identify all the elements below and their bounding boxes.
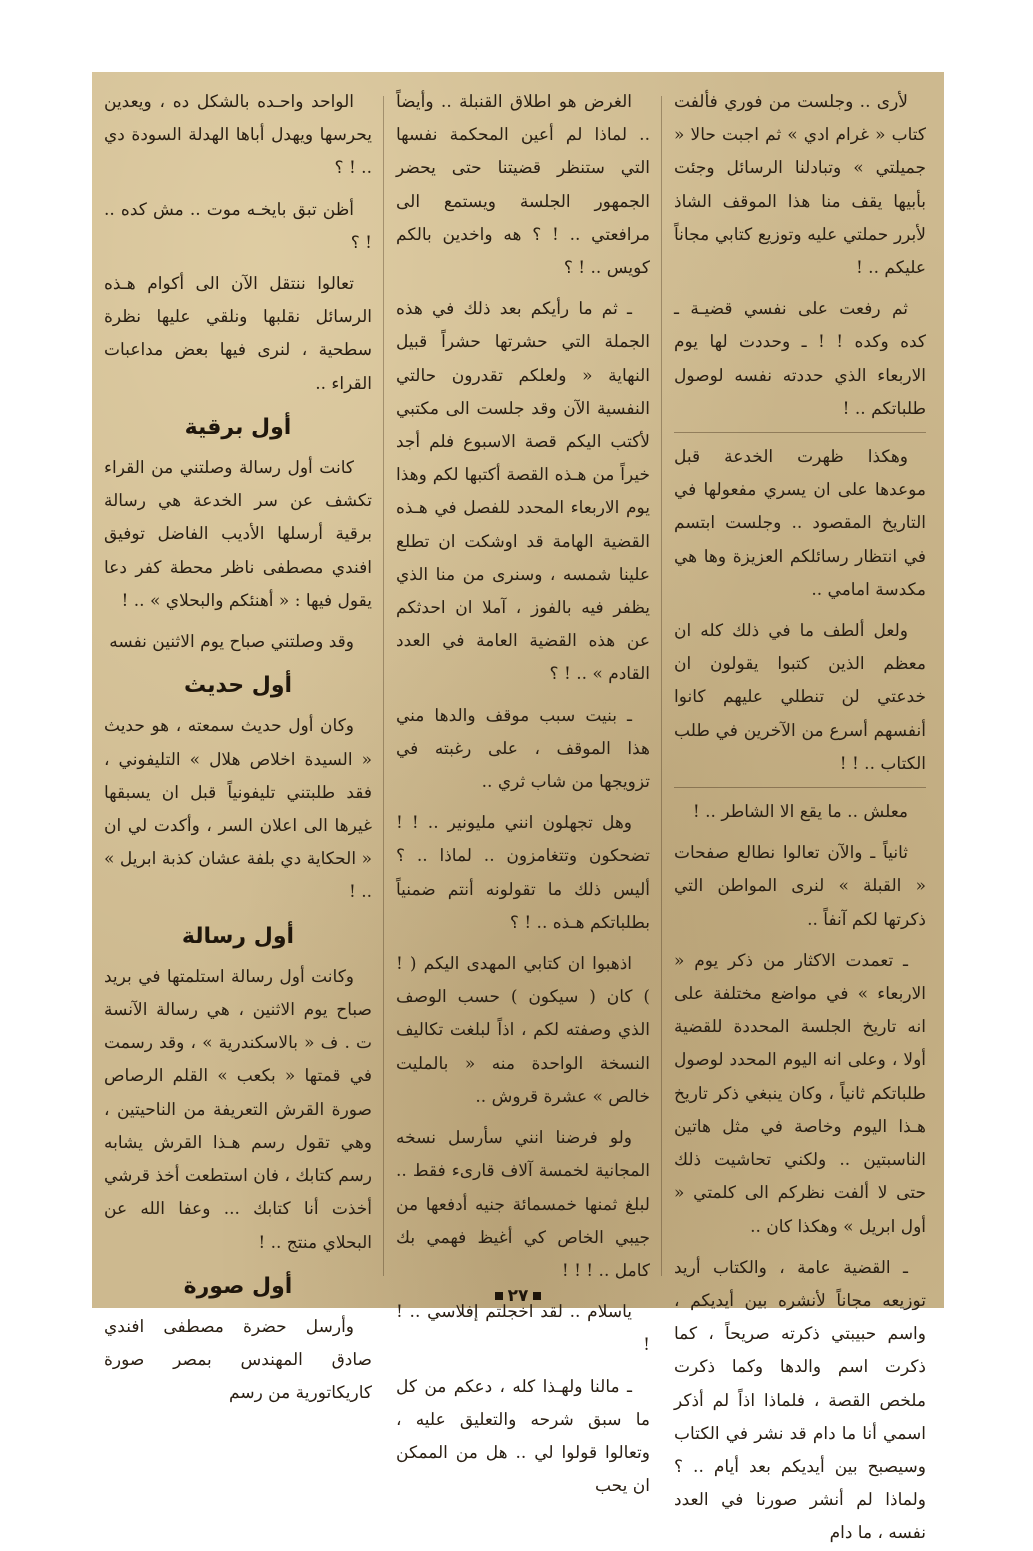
- left-paragraph-3: تعالوا ننتقل الآن الى أكوام هـذه الرسائل نقلبها ونلقي عليها نظرة سطحية ، لنرى فيها بعض مداعبات القراء ..: [104, 274, 372, 394]
- right-paragraph-3: وهكذا ظهرت الخدعة قبل موعدها على ان يسري مفعولها في التاريخ المقصود .. وجلست ابتسم في انتظار رسائلكم العزيزة وها هي مكدسة امامي ..: [674, 447, 926, 600]
- right-column: [674, 86, 926, 1544]
- right-paragraph-6: ثانياً ـ والآن تعالوا نطالع صفحات « القبلة » لنرى المواطن التي ذكرتها لكم آنفاً ..: [674, 843, 926, 930]
- section-heading-first-telegram: أول برقية: [184, 414, 292, 440]
- middle-paragraph-7: ياسلام .. لقد اخجلتم إفلاسي .. ! !: [396, 1302, 650, 1356]
- section-paragraph: وأرسل حضرة مصطفى افندي صادق المهندس بمصر صورة كاريكاتورية من رسم: [104, 1316, 372, 1404]
- section-heading-first-letter: أول رسالة: [181, 923, 295, 949]
- middle-paragraph-8: ـ مالنا ولهـذا كله ، دعكم من كل ما سبق شرحه والتعليق عليه ، وتعالوا قولوا لي .. هل من الممكن ان يحب: [396, 1376, 650, 1497]
- right-paragraph-7: ـ تعمدت الاكثار من ذكر يوم « الاربعاء » في مواضع مختلفة على انه تاريخ الجلسة المحددة للقضية أولا ، وعلى انه اليوم المحدد لوصول طلباتكم ثانياً ، وكان ينبغي ذكر تاريخ هـذا اليوم وخاصة في مثل هاتين الناسبتين .. ولكني تحاشيت ذلك حتى لا ألفت نظركم الى كلمتي « أول ابريل » وهكذا كان ..: [674, 950, 926, 1237]
- right-paragraph-5: معلش .. ما يقع الا الشاطر .. !: [692, 802, 908, 823]
- section-paragraph: كانت أول رسالة وصلتني من القراء تكشف عن سر الخدعة هي رسالة برقية أرسلها الأديب الفاضل توفيق افندي مصطفى ناظر محطة كفر دعا يقول فيها : « أهنئكم والبحلاي » .. !: [104, 458, 372, 611]
- left-paragraph-1: الواحد واحـده بالشكل ده ، ويعدين يحرسها ويهدل أباها الهدلة السودة دي .. ! ؟: [104, 92, 372, 179]
- section-heading-first-call: أول حديث: [183, 673, 293, 699]
- right-paragraph-1: لأرى .. وجلست من فوري فألفت كتاب « غرام ادي » ثم اجبت حالا « جميلتي » وتبادلنا الرسائل وجئت بأبيها يقف منا هذا الموقف الشاذ لأبرر حملتي عليه وتوزيع كتابي مجاناً عليكم .. !: [674, 92, 926, 279]
- middle-paragraph-2: ـ ثم ما رأيكم بعد ذلك في هذه الجملة التي حشرتها حشراً قبيل النهاية « ولعلكم تقدرون حالتي النفسية الآن وقد جلست الى مكتبي لأكتب اليكم قصة الاسبوع فلم أجد خيراً من هـذه القصة أكتبها لكم وهذا يوم الاربعاء المحدد للفصل في هـذه القضية الهامة قد اوشكت ان تطلع علينا شمسه ، وسنرى من منا الذي يظفر فيه بالفوز ، آملا ان احدثكم عن هذه القضية العامة في العدد القادم » .. ! ؟: [396, 299, 650, 685]
- right-paragraph-2: ثم رفعت على نفسي قضيـة ـ كده وكده ! ! ـ وحددت لها يوم الاربعاء الذي حددته نفسه لوصول طلباتكم .. !: [674, 293, 926, 433]
- middle-paragraph-5: اذهبوا ان كتابي المهدى اليكم ( ! ) كان ( سيكون ) حسب الوصف الذي وصفته لكم ، اذاً لبلغت تكاليف النسخة الواحدة منه « بالمليت خالص » عشرة قروش ..: [396, 954, 650, 1107]
- left-column: [104, 86, 372, 1404]
- square-bullet-icon: [495, 1292, 503, 1300]
- column-divider: [383, 96, 384, 1276]
- square-bullet-icon: [533, 1292, 541, 1300]
- middle-paragraph-3: ـ بنيت سبب موقف والدها مني هذا الموقف ، على رغبته في تزويجها من شاب ثري ..: [396, 705, 650, 793]
- section-heading-first-picture: أول صورة: [183, 1273, 293, 1299]
- page-number-text: ٢٧: [507, 1286, 529, 1306]
- middle-paragraph-6: ولو فرضنا انني سأرسل نسخه المجانية لخمسة آلاف قارىء فقط .. لبلغ ثمنها خمسمائة جنيه أدفعها من جيبي الخاص كي أغيظ فهمي بك كامل .. ! ! !: [396, 1128, 650, 1281]
- magazine-page: [92, 72, 944, 1544]
- right-paragraph-8: ـ القضية عامة ، والكتاب أريد توزيعه مجاناً لأنشره بين أيديكم ، واسم حبيبتي ذكرته صريحاً ، كما ذكرت اسم والدها وكما ذكرت ملخص القصة ، فلماذا اذاً لم أذكر اسمي أنا ما دام قد نشر في الكتاب وسيصبح بين أيديكم بعد أيام .. ؟ ولماذا لم أنشر صورنا في العدد نفسه ، ما دام: [674, 1257, 926, 1544]
- middle-paragraph-4: وهل تجهلون انني مليونير .. ! ! تضحكون وتتغامزون .. لماذا .. ؟ أليس ذلك ما تقولونه أنتم ضمنياً بطلباتكم هـذه .. ! ؟: [396, 813, 650, 933]
- page-number: [92, 1286, 944, 1306]
- column-divider: [661, 96, 662, 1276]
- section-paragraph: وكان أول حديث سمعته ، هو حديث « السيدة اخلاص هلال » التليفوني ، فقد طلبتني تليفونياً قبل ان يسبقها غيرها الى اعلان السر ، وأكدت لي ان « الحكاية دي بلفة عشان كذبة ابريل » .. !: [104, 716, 372, 903]
- middle-paragraph-1: الغرض هو اطلاق القنبلة .. وأيضاً .. لماذا لم أعين المحكمة نفسها التي ستنظر قضيتنا حتى يحضر الجمهور الجلسة ويستمع الى مرافعتي .. ! ؟ هه واخدين بالكم كويس .. ! ؟: [396, 92, 650, 279]
- section-paragraph: وقد وصلتني صباح يوم الاثنين نفسه: [109, 632, 354, 653]
- left-paragraph-2: أظن تبق بايخـه موت .. مش كده .. ! ؟: [104, 199, 372, 253]
- section-paragraph: وكانت أول رسالة استلمتها في بريد صباح يوم الاثنين ، هي رسالة الآنسة ت . ف « بالاسكندرية » ، وقد رسمت في قمتها « بكعب » القلم الرصاص صورة القرش التعريفة من الناحيتين ، وهي تقول رسم هـذا القرش يشابه رسم كتابك ، فان استطعت أخذ قرشي أخذت أنا كتابك ... وعفا الله عن البحلاي منتج .. !: [104, 966, 372, 1253]
- right-paragraph-4: ولعل ألطف ما في ذلك كله ان معظم الذين كتبوا يقولون ان خدعتي لن تنطلي عليهم كانوا أنفسهم أسرع من الآخرين في طلب الكتاب .. ! !: [674, 615, 926, 788]
